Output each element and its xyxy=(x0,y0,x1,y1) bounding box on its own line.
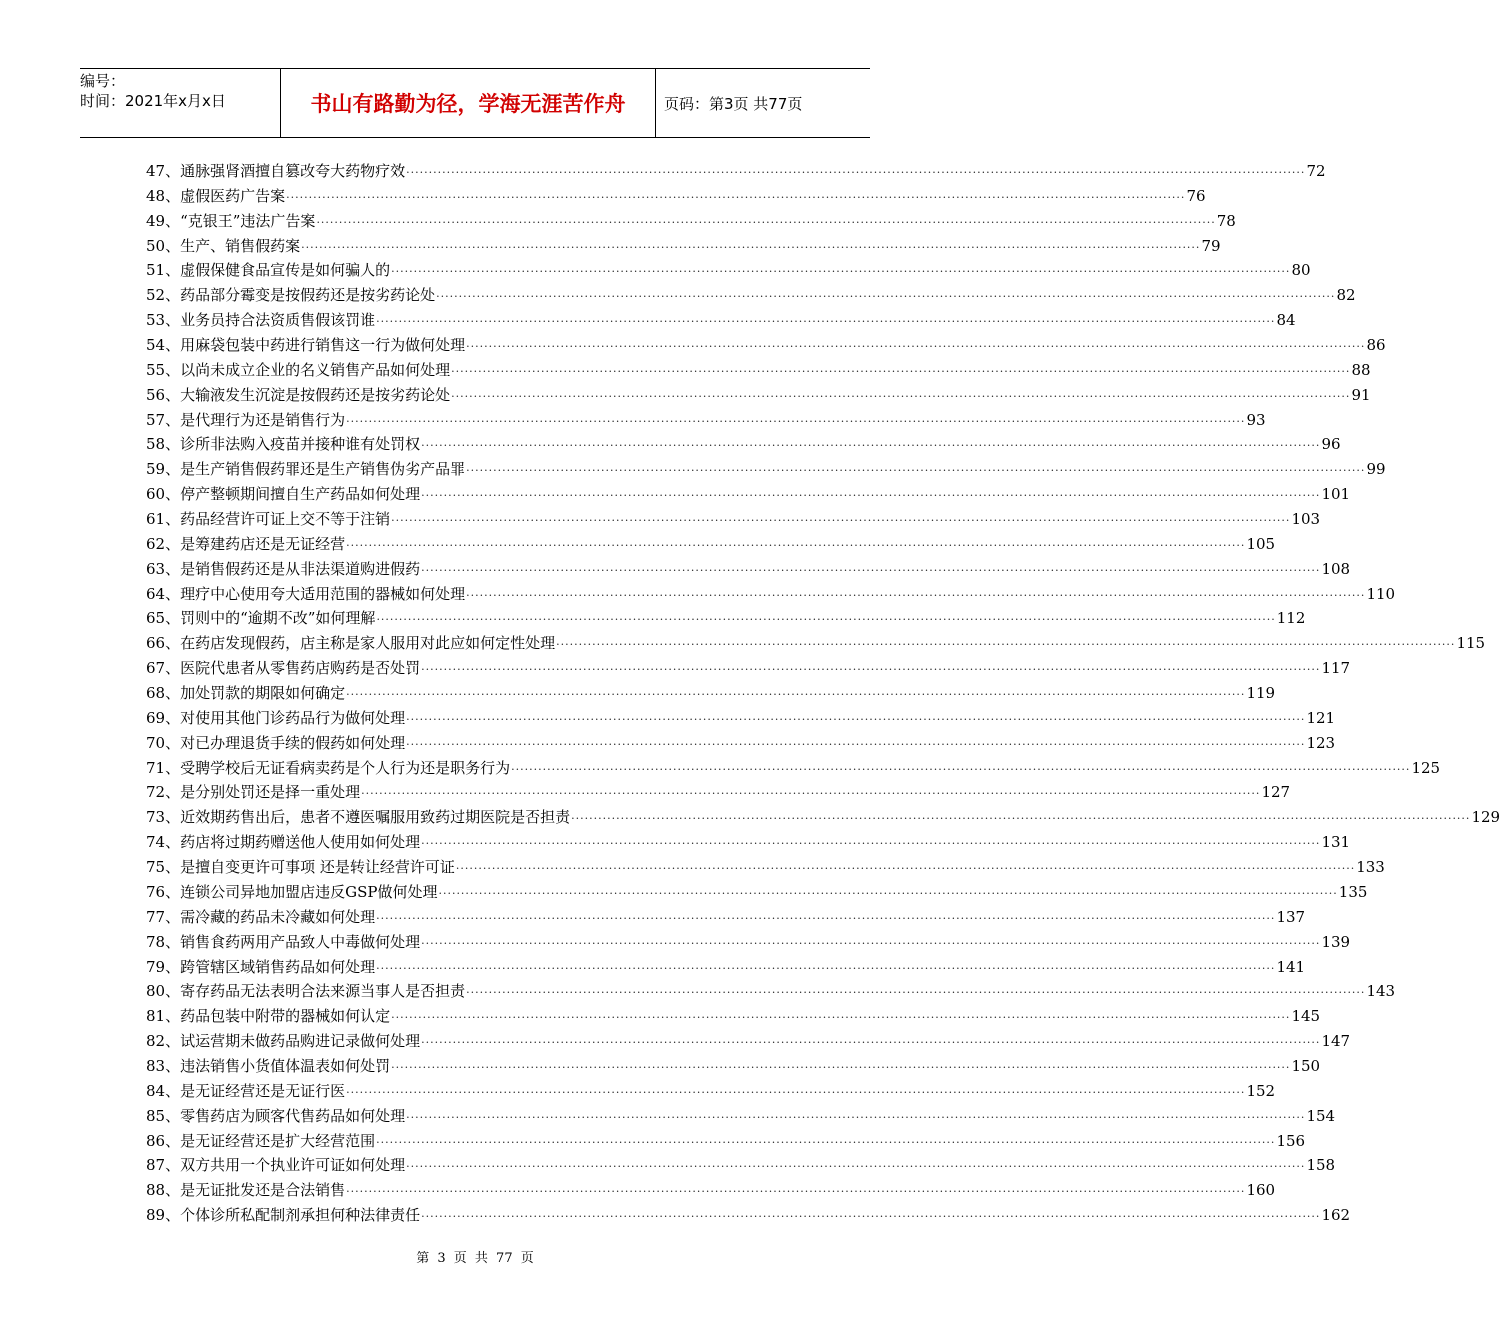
toc-entry-title: 试运营期未做药品购进记录做何处理 xyxy=(180,1032,421,1051)
toc-entry-number: 62、 xyxy=(146,534,181,553)
toc-entry[interactable] xyxy=(146,831,1351,856)
toc-entry-title: 是擅自变更许可事项 还是转让经营许可证 xyxy=(180,858,455,877)
toc-leader-dots: ········································································································································································································ xyxy=(316,215,1216,229)
toc-leader-dots: ········································································································································································································ xyxy=(571,812,1471,826)
toc-entry-page: 105 xyxy=(1246,534,1276,553)
toc-entry-number: 75、 xyxy=(146,858,181,877)
toc-entry-number: 86、 xyxy=(146,1131,181,1150)
toc-entry[interactable] xyxy=(146,682,1276,707)
toc-entry-page: 103 xyxy=(1291,510,1321,529)
toc-entry-page: 93 xyxy=(1246,410,1266,429)
toc-entry-title: 零售药店为顾客代售药品如何处理 xyxy=(180,1106,406,1125)
toc-leader-dots: ········································································································································································································ xyxy=(438,886,1338,900)
toc-entry-title: 销售食药两用产品致人中毒做何处理 xyxy=(180,932,421,951)
toc-leader-dots: ········································································································································································································ xyxy=(421,1036,1321,1050)
toc-entry-page: 150 xyxy=(1291,1056,1321,1075)
toc-entry[interactable] xyxy=(146,210,1236,235)
toc-leader-dots: ········································································································································································································ xyxy=(421,563,1321,577)
toc-entry[interactable] xyxy=(146,781,1291,806)
toc-entry-page: 76 xyxy=(1186,186,1206,205)
toc-entry[interactable] xyxy=(146,1130,1306,1155)
toc-entry[interactable] xyxy=(146,508,1321,533)
toc-entry-page: 156 xyxy=(1276,1131,1306,1150)
toc-entry-title: 是无证批发还是合法销售 xyxy=(180,1181,346,1200)
toc-entry[interactable] xyxy=(146,607,1306,632)
toc-leader-dots: ········································································································································································································ xyxy=(511,762,1411,776)
toc-leader-dots: ········································································································································································································ xyxy=(391,265,1291,279)
toc-entry[interactable] xyxy=(146,583,1396,608)
toc-leader-dots: ········································································································································································································ xyxy=(346,538,1246,552)
toc-entry-title: 理疗中心使用夸大适用范围的器械如何处理 xyxy=(180,584,466,603)
toc-entry[interactable] xyxy=(146,1105,1336,1130)
toc-entry-page: 119 xyxy=(1246,684,1276,703)
toc-entry-number: 82、 xyxy=(146,1032,181,1051)
toc-entry-title: 药品包装中附带的器械如何认定 xyxy=(180,1007,391,1026)
toc-entry-title: 诊所非法购入疫苗并接种谁有处罚权 xyxy=(180,435,421,454)
toc-entry-number: 73、 xyxy=(146,808,181,827)
toc-entry-number: 74、 xyxy=(146,833,181,852)
toc-leader-dots: ········································································································································································································ xyxy=(301,240,1201,254)
toc-entry-number: 60、 xyxy=(146,485,181,504)
toc-entry-page: 91 xyxy=(1351,385,1371,404)
toc-entry-page: 88 xyxy=(1351,360,1371,379)
toc-entry-number: 61、 xyxy=(146,510,181,529)
toc-entry-title: 寄存药品无法表明合法来源当事人是否担责 xyxy=(180,982,466,1001)
toc-entry[interactable] xyxy=(146,1179,1276,1204)
header-motto: 书山有路勤为径，学海无涯苦作舟 xyxy=(280,69,656,137)
toc-leader-dots: ········································································································································································································ xyxy=(451,364,1351,378)
toc-leader-dots: ········································································································································································································ xyxy=(391,1060,1291,1074)
toc-entry-page: 115 xyxy=(1456,634,1486,653)
toc-leader-dots: ········································································································································································································ xyxy=(421,837,1321,851)
toc-entry[interactable] xyxy=(146,707,1336,732)
toc-entry-title: 药店将过期药赠送他人使用如何处理 xyxy=(180,833,421,852)
toc-leader-dots: ········································································································································································································ xyxy=(376,911,1276,925)
toc-entry-number: 78、 xyxy=(146,932,181,951)
toc-entry-title: 虚假医药广告案 xyxy=(180,186,286,205)
toc-entry-number: 84、 xyxy=(146,1081,181,1100)
toc-entry[interactable] xyxy=(146,409,1266,434)
toc-entry-page: 137 xyxy=(1276,907,1306,926)
toc-entry-page: 160 xyxy=(1246,1181,1276,1200)
toc-entry-number: 64、 xyxy=(146,584,181,603)
toc-entry-page: 162 xyxy=(1321,1206,1351,1225)
toc-entry-number: 88、 xyxy=(146,1181,181,1200)
toc-entry-page: 108 xyxy=(1321,559,1351,578)
toc-entry-page: 143 xyxy=(1366,982,1396,1001)
toc-entry-page: 86 xyxy=(1366,336,1386,355)
header-page-info: 页码：第3页 共77页 xyxy=(664,94,803,113)
toc-entry-page: 101 xyxy=(1321,485,1351,504)
toc-entry-page: 158 xyxy=(1306,1156,1336,1175)
toc-entry-page: 112 xyxy=(1276,609,1306,628)
toc-entry-page: 82 xyxy=(1336,286,1356,305)
toc-leader-dots: ········································································································································································································ xyxy=(421,439,1321,453)
toc-leader-dots: ········································································································································································································ xyxy=(346,688,1246,702)
toc-leader-dots: ········································································································································································································ xyxy=(466,588,1366,602)
toc-entry-title: 药品部分霉变是按假药还是按劣药论处 xyxy=(180,286,436,305)
toc-entry-page: 141 xyxy=(1276,957,1306,976)
toc-entry-title: 需冷藏的药品未冷藏如何处理 xyxy=(180,907,376,926)
toc-entry[interactable] xyxy=(146,1055,1321,1080)
toc-entry-page: 123 xyxy=(1306,733,1336,752)
toc-leader-dots: ········································································································································································································ xyxy=(346,414,1246,428)
toc-entry-title: 连锁公司异地加盟店违反GSP做何处理 xyxy=(180,882,438,901)
toc-entry-title: 对已办理退货手续的假药如何处理 xyxy=(180,733,406,752)
toc-entry-title: 医院代患者从零售药店购药是否处罚 xyxy=(180,659,421,678)
toc-entry-title: 个体诊所私配制剂承担何种法律责任 xyxy=(180,1206,421,1225)
toc-entry-page: 72 xyxy=(1306,162,1326,180)
toc-leader-dots: ········································································································································································································ xyxy=(391,1011,1291,1025)
header-meta xyxy=(80,69,280,137)
toc-entry-number: 67、 xyxy=(146,659,181,678)
toc-entry-title: 在药店发现假药，店主称是家人服用对此应如何定性处理 xyxy=(180,634,556,653)
toc-entry-number: 76、 xyxy=(146,882,181,901)
toc-entry-title: 生产、销售假药案 xyxy=(180,236,301,255)
toc-leader-dots: ········································································································································································································ xyxy=(421,663,1321,677)
toc-entry-number: 52、 xyxy=(146,286,181,305)
toc-entry[interactable] xyxy=(146,906,1306,931)
toc-entry[interactable] xyxy=(146,483,1351,508)
toc-entry[interactable] xyxy=(146,1154,1336,1179)
toc-entry[interactable] xyxy=(146,309,1296,334)
toc-entry[interactable] xyxy=(146,160,1326,185)
toc-entry-title: 业务员持合法资质售假该罚谁 xyxy=(180,311,376,330)
toc-entry-title: 停产整顿期间擅自生产药品如何处理 xyxy=(180,485,421,504)
toc-entry[interactable] xyxy=(146,632,1486,657)
toc-leader-dots: ········································································································································································································ xyxy=(466,464,1366,478)
toc-entry-number: 66、 xyxy=(146,634,181,653)
doc-number-label: 编号： xyxy=(80,72,126,90)
toc-entry-page: 154 xyxy=(1306,1106,1336,1125)
toc-entry-page: 96 xyxy=(1321,435,1341,454)
toc-leader-dots: ········································································································································································································ xyxy=(391,514,1291,528)
toc-entry-title: 虚假保健食品宣传是如何骗人的 xyxy=(180,261,391,280)
toc-entry-number: 68、 xyxy=(146,684,181,703)
toc-leader-dots: ········································································································································································································ xyxy=(376,315,1276,329)
toc-entry-number: 87、 xyxy=(146,1156,181,1175)
toc-entry[interactable] xyxy=(146,185,1206,210)
toc-entry-page: 135 xyxy=(1338,882,1368,901)
toc-entry-title: 是销售假药还是从非法渠道购进假药 xyxy=(180,559,421,578)
toc-leader-dots: ········································································································································································································ xyxy=(406,1160,1306,1174)
toc-leader-dots: ········································································································································································································ xyxy=(361,787,1261,801)
toc-entry-title: 通脉强肾酒擅自篡改夸大药物疗效 xyxy=(180,162,406,180)
toc-entry-page: 84 xyxy=(1276,311,1296,330)
toc-entry-title: 是无证经营还是扩大经营范围 xyxy=(180,1131,376,1150)
toc-entry-title: “克银王”违法广告案 xyxy=(180,211,316,230)
toc-entry[interactable] xyxy=(146,235,1221,260)
toc-entry-page: 139 xyxy=(1321,932,1351,951)
toc-entry[interactable] xyxy=(146,732,1336,757)
toc-entry-page: 133 xyxy=(1356,858,1385,877)
toc-entry[interactable] xyxy=(146,1005,1321,1030)
toc-entry[interactable] xyxy=(146,284,1356,309)
toc-entry-title: 是筹建药店还是无证经营 xyxy=(180,534,346,553)
toc-entry-title: 是无证经营还是无证行医 xyxy=(180,1081,346,1100)
table-of-contents xyxy=(146,160,1500,1229)
toc-entry[interactable] xyxy=(146,458,1386,483)
toc-leader-dots: ········································································································································································································ xyxy=(466,340,1366,354)
toc-entry-title: 加处罚款的期限如何确定 xyxy=(180,684,346,703)
toc-entry-number: 80、 xyxy=(146,982,181,1001)
toc-entry-title: 双方共用一个执业许可证如何处理 xyxy=(180,1156,406,1175)
toc-leader-dots: ········································································································································································································ xyxy=(421,1210,1321,1224)
doc-date: 时间：2021年x月x日 xyxy=(80,92,226,110)
toc-entry-page: 131 xyxy=(1321,833,1351,852)
page-header xyxy=(80,68,870,138)
toc-entry[interactable] xyxy=(146,533,1276,558)
toc-entry[interactable] xyxy=(146,334,1386,359)
toc-entry-page: 127 xyxy=(1261,783,1291,802)
toc-entry-number: 50、 xyxy=(146,236,181,255)
toc-entry-title: 以尚未成立企业的名义销售产品如何处理 xyxy=(180,360,451,379)
toc-entry-number: 83、 xyxy=(146,1056,181,1075)
toc-entry[interactable] xyxy=(146,856,1385,881)
toc-entry-title: 是代理行为还是销售行为 xyxy=(180,410,346,429)
toc-entry-number: 49、 xyxy=(146,211,181,230)
toc-entry-page: 80 xyxy=(1291,261,1311,280)
toc-leader-dots: ········································································································································································································ xyxy=(406,1110,1306,1124)
toc-entry-page: 145 xyxy=(1291,1007,1321,1026)
toc-entry[interactable] xyxy=(146,1204,1351,1229)
toc-entry-number: 89、 xyxy=(146,1206,181,1225)
page-footer: 第 3 页 共 77 页 xyxy=(416,1251,534,1266)
toc-leader-dots: ········································································································································································································ xyxy=(376,613,1276,627)
toc-entry-number: 51、 xyxy=(146,261,181,280)
toc-entry[interactable] xyxy=(146,980,1396,1005)
toc-entry-number: 65、 xyxy=(146,609,181,628)
toc-leader-dots: ········································································································································································································ xyxy=(436,290,1336,304)
toc-entry[interactable] xyxy=(146,359,1371,384)
toc-entry-title: 跨管辖区域销售药品如何处理 xyxy=(180,957,376,976)
toc-entry[interactable] xyxy=(146,433,1341,458)
toc-entry[interactable] xyxy=(146,881,1368,906)
toc-entry-number: 57、 xyxy=(146,410,181,429)
toc-leader-dots: ········································································································································································································ xyxy=(406,166,1306,179)
toc-entry-number: 47、 xyxy=(146,162,181,180)
toc-leader-dots: ········································································································································································································ xyxy=(421,936,1321,950)
toc-entry-title: 用麻袋包装中药进行销售这一行为做何处理 xyxy=(180,336,466,355)
toc-entry-title: 是生产销售假药罪还是生产销售伪劣产品罪 xyxy=(180,460,466,479)
toc-entry-title: 大输液发生沉淀是按假药还是按劣药论处 xyxy=(180,385,451,404)
toc-entry-title: 对使用其他门诊药品行为做何处理 xyxy=(180,708,406,727)
toc-entry-number: 48、 xyxy=(146,186,181,205)
toc-entry-number: 85、 xyxy=(146,1106,181,1125)
toc-entry-number: 71、 xyxy=(146,758,181,777)
toc-leader-dots: ········································································································································································································ xyxy=(451,389,1351,403)
toc-leader-dots: ········································································································································································································ xyxy=(286,190,1186,204)
toc-entry[interactable] xyxy=(146,259,1311,284)
toc-entry-page: 152 xyxy=(1246,1081,1276,1100)
toc-entry[interactable] xyxy=(146,1030,1351,1055)
toc-entry-title: 罚则中的“逾期不改”如何理解 xyxy=(180,609,376,628)
toc-entry[interactable] xyxy=(146,806,1500,831)
toc-entry-number: 54、 xyxy=(146,336,181,355)
toc-leader-dots: ········································································································································································································ xyxy=(346,1085,1246,1099)
toc-entry-number: 53、 xyxy=(146,311,181,330)
toc-leader-dots: ········································································································································································································ xyxy=(466,986,1366,1000)
toc-entry-page: 147 xyxy=(1321,1032,1351,1051)
toc-leader-dots: ········································································································································································································ xyxy=(376,1135,1276,1149)
toc-entry[interactable] xyxy=(146,757,1441,782)
toc-leader-dots: ········································································································································································································ xyxy=(556,638,1456,652)
toc-entry-page: 110 xyxy=(1366,584,1396,603)
toc-entry-number: 55、 xyxy=(146,360,181,379)
toc-entry-page: 79 xyxy=(1201,236,1221,255)
toc-entry-number: 79、 xyxy=(146,957,181,976)
toc-entry-number: 59、 xyxy=(146,460,181,479)
toc-entry[interactable] xyxy=(146,657,1351,682)
toc-entry-title: 近效期药售出后，患者不遵医嘱服用致药过期医院是否担责 xyxy=(180,808,571,827)
toc-entry-number: 81、 xyxy=(146,1007,181,1026)
toc-entry[interactable] xyxy=(146,956,1306,981)
toc-entry-number: 72、 xyxy=(146,783,181,802)
toc-entry-page: 99 xyxy=(1366,460,1386,479)
toc-entry-title: 受聘学校后无证看病卖药是个人行为还是职务行为 xyxy=(180,758,511,777)
toc-entry-page: 129 xyxy=(1471,808,1500,827)
toc-entry[interactable] xyxy=(146,558,1351,583)
toc-entry-page: 125 xyxy=(1411,758,1441,777)
toc-entry[interactable] xyxy=(146,1080,1276,1105)
toc-entry-number: 77、 xyxy=(146,907,181,926)
toc-entry[interactable] xyxy=(146,384,1371,409)
toc-entry-number: 56、 xyxy=(146,385,181,404)
toc-entry[interactable] xyxy=(146,931,1351,956)
toc-leader-dots: ········································································································································································································ xyxy=(406,712,1306,726)
toc-entry-number: 58、 xyxy=(146,435,181,454)
toc-entry-title: 是分别处罚还是择一重处理 xyxy=(180,783,361,802)
toc-leader-dots: ········································································································································································································ xyxy=(346,1185,1246,1199)
toc-entry-page: 121 xyxy=(1306,708,1336,727)
toc-leader-dots: ········································································································································································································ xyxy=(455,862,1356,876)
toc-entry-page: 78 xyxy=(1216,211,1236,230)
toc-leader-dots: ········································································································································································································ xyxy=(421,489,1321,503)
toc-entry-title: 药品经营许可证上交不等于注销 xyxy=(180,510,391,529)
toc-entry-title: 违法销售小货值体温表如何处罚 xyxy=(180,1056,391,1075)
toc-entry-number: 63、 xyxy=(146,559,181,578)
toc-entry-number: 70、 xyxy=(146,733,181,752)
toc-leader-dots: ········································································································································································································ xyxy=(376,961,1276,975)
toc-entry-number: 69、 xyxy=(146,708,181,727)
toc-leader-dots: ········································································································································································································ xyxy=(406,737,1306,751)
toc-entry-page: 117 xyxy=(1321,659,1351,678)
